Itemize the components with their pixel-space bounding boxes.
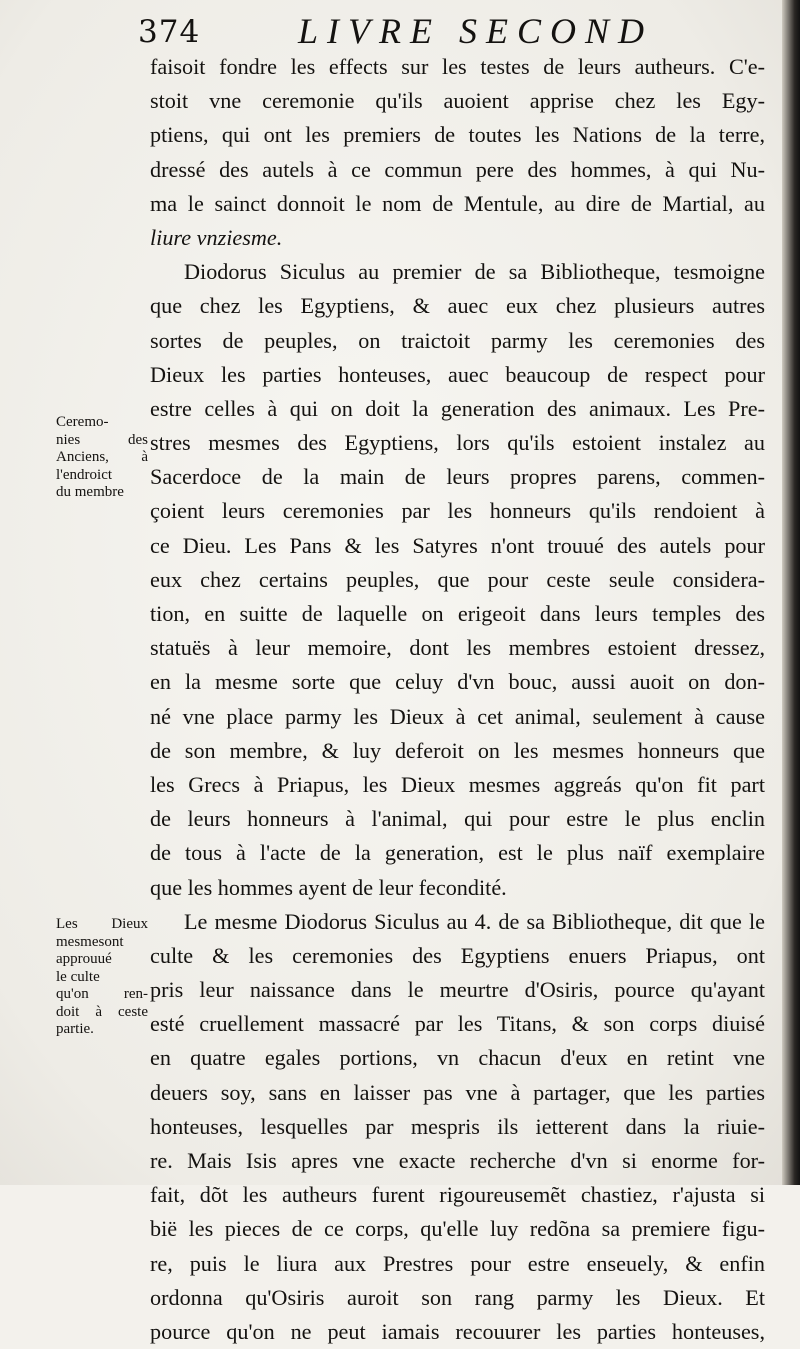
text-line: honteuses, lesquelles par mespris ils ietterent dans la riuie- — [150, 1113, 765, 1139]
text-line: que les hommes ayent de leur fecondité. — [150, 874, 507, 900]
text-line: çoient leurs ceremonies par les honneurs qu'ils rendoient à — [150, 498, 765, 524]
text-line: faisoit fondre les effects sur les testes de leurs autheurs. C'e- — [150, 54, 765, 79]
text-line: fait, dõt les autheurs furent rigoureusemẽt chastiez, r'ajusta si — [150, 1182, 765, 1208]
running-head — [138, 6, 778, 56]
text-line: esté cruellement massacré par les Titans, & son corps diuisé — [150, 1011, 765, 1037]
text-line: deuers soy, sans en laisser pas vne à partager, que les parties — [150, 1079, 765, 1105]
text-line: re, puis le liura aux Prestres pour estre enseuely, & enfin — [150, 1250, 765, 1276]
text-line: né vne place parmy les Dieux à cet animal, seulement à cause — [150, 703, 765, 729]
text-line: pource qu'on ne peut iamais recouurer les parties honteuses, — [150, 1318, 765, 1344]
text-line: estre celles à qui on doit la generation des animaux. Les Pre- — [150, 395, 765, 421]
margin-note — [56, 414, 148, 502]
paragraph-start-line: Le mesme Diodorus Siculus au 4. de sa Bibliotheque, dit que le — [184, 908, 765, 934]
text-line: ce Dieu. Les Pans & les Satyres n'ont trouué des autels pour — [150, 532, 765, 558]
margin-note-line: Anciens, à — [56, 449, 148, 465]
book-title: LIVRE SECOND — [298, 11, 653, 51]
text-line: ordonna qu'Osiris auroit son rang parmy les Dieux. Et — [150, 1284, 765, 1310]
text-line: eux chez certains peuples, que pour ceste seule considera- — [150, 566, 765, 592]
margin-note — [56, 916, 148, 1039]
margin-note-line: le culte — [56, 968, 100, 985]
body-text — [150, 50, 765, 1349]
text-line: stres mesmes des Egyptiens, lors qu'ils estoient instalez au — [150, 430, 765, 456]
text-line: culte & les ceremonies des Egyptiens enuers Priapus, ont — [150, 942, 765, 968]
margin-note-line: Ceremo- — [56, 414, 109, 430]
margin-note-line: mesmesont — [56, 933, 124, 950]
margin-note-line: partie. — [56, 1021, 94, 1037]
text-line: liure vnziesme. — [150, 224, 283, 250]
margin-note-line: nies des — [56, 431, 148, 448]
page-gutter-shadow — [782, 0, 800, 1185]
text-line: bië les pieces de ce corps, qu'elle luy redõna sa premiere figu- — [150, 1216, 765, 1242]
text-line: de tous à l'acte de la generation, est le plus naïf exemplaire — [150, 840, 765, 866]
text-line: Dieux les parties honteuses, auec beaucoup de respect pour — [150, 361, 765, 387]
text-line: Sacerdoce de la main de leurs propres parens, commen- — [150, 464, 765, 490]
paragraph-start-line: Diodorus Siculus au premier de sa Bibliotheque, tesmoigne — [184, 259, 765, 285]
margin-note-line: l'endroict — [56, 466, 113, 483]
text-line: que chez les Egyptiens, & auec eux chez plusieurs autres — [150, 293, 765, 319]
text-line: ptiens, qui ont les premiers de toutes les Nations de la terre, — [150, 122, 765, 148]
text-line: de son membre, & luy deferoit on les mesmes honneurs que — [150, 737, 765, 763]
margin-note-line: doit à ceste — [56, 1003, 148, 1020]
text-line: en quatre egales portions, vn chacun d'eux en retint vne — [150, 1045, 765, 1071]
text-line: statuës à leur memoire, dont les membres estoient dressez, — [150, 635, 765, 661]
text-line: les Grecs à Priapus, les Dieux mesmes aggreás qu'on fit part — [150, 771, 765, 797]
margin-note-line: du membre — [56, 484, 124, 500]
margin-note-line: qu'on ren- — [56, 986, 148, 1002]
text-line: sortes de peuples, on traictoit parmy les ceremonies des — [150, 327, 765, 353]
text-line: de leurs honneurs à l'animal, qui pour estre le plus enclin — [150, 806, 765, 832]
margin-note-line: approuué — [56, 951, 112, 967]
text-line: ma le sainct donnoit le nom de Mentule, au dire de Martial, au — [150, 190, 765, 216]
text-line: stoit vne ceremonie qu'ils auoient apprise chez les Egy- — [150, 88, 765, 114]
text-line: pris leur naissance dans le meurtre d'Osiris, pource qu'ayant — [150, 977, 765, 1003]
text-line: re. Mais Isis apres vne exacte recherche d'vn si enorme for- — [150, 1148, 765, 1173]
text-line: dressé des autels à ce commun pere des hommes, à qui Nu- — [150, 156, 765, 182]
text-line: tion, en suitte de laquelle on erigeoit dans leurs temples des — [150, 601, 765, 626]
margin-note-line: Les Dieux — [56, 916, 148, 932]
text-line: en la mesme sorte que celuy d'vn bouc, aussi auoit on don- — [150, 669, 765, 695]
page-number: 374 — [138, 14, 201, 50]
